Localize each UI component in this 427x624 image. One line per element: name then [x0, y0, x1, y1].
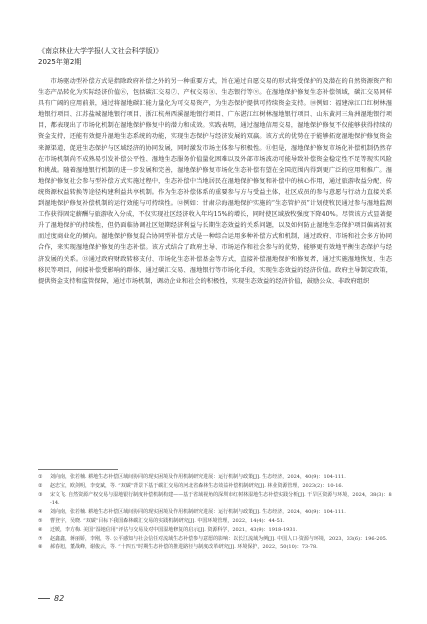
- footnote: [38, 508, 392, 517]
- footnote: [38, 543, 392, 552]
- page-number: [38, 594, 64, 603]
- footnote-mark: ⑧: [38, 544, 43, 551]
- footnote-mark: ②: [38, 482, 43, 489]
- footnote-mark: ④: [38, 509, 43, 516]
- footnote-text: 宋文飞. 自然资源产权交易与湿地银行制度补偿机制构建——基于省域视角的深圳市红树林湿地生态补偿实践分析[J]. 干旱区资源与环境，2024，38(3)：8-14.: [50, 491, 392, 507]
- footnote-text: 赵鑫鑫，蒋丽娇，李刚，等. 公平感知与社会信任对流域生态补偿参与意愿的影响：以长江流域为例[J]. 中国人口·资源与环境，2023，33(6)：196-205.: [50, 535, 388, 542]
- page-number-value: 82: [54, 594, 65, 603]
- footnote-text: 郝春旭，董战峰，谢俊云，等. “十四五”时期生态补偿的推进路径与制度改革研究[J]. 环境保护，2022，50(10)：73-78.: [50, 544, 318, 551]
- footnote: [38, 535, 392, 544]
- journal-title: 《南京林业大学学报(人文社会科学版)》: [38, 47, 163, 55]
- footnote-text: 曹登宇，吴晓. “双碳”目标下我国森林碳汇交易的实践机制研究[J]. 中国环境管理，2022，14(4)：44-51.: [50, 517, 285, 524]
- footnote-text: 刘向南，张若楠. 耕地生态补偿区域间协同的现实困境及作用机制研究进展：运行机制与政策[J]. 生态经济，2024，40(9)：104-111.: [50, 509, 346, 516]
- footnote-mark: ③: [38, 491, 43, 498]
- footnote-mark: ⑤: [38, 517, 43, 524]
- journal-issue: 2025年第2期: [38, 58, 82, 66]
- footnote: [38, 491, 392, 509]
- footnote-text: 迁媛，李方梅. 美国“湿地信用”评估与交易及对中国湿地修复的启示[J]. 资源科学，2021，43(9)：1918-1931.: [50, 526, 298, 533]
- footnote: [38, 482, 392, 491]
- footnote-mark: ⑥: [38, 526, 43, 533]
- page-number-dash: [38, 598, 50, 599]
- footnotes: [38, 473, 392, 552]
- body-paragraph: 市场驱动型补偿方式是指除政府补偿之外的另一种重要方式，旨在通过自愿交易的形式将受保护的及潜在的自然资源资产和生态产品转化为实际经济价值⑥，包括碳汇交易⑦、产权交易⑧、生态银行等⑨。在湿地保护修复生态补偿领域，碳汇交易同样具有广阔的应用前景，通过将湿地碳汇能力量化为可交易资产，为生态保护提供可持续资金支持。⑩例如：福建漳江口红树林湿地银行项目、江苏盐城湿地银行项目、浙江杭州西溪湿地银行项目、广东湛江红树林湿地银行项目、山东黄河三角洲湿地银行项目，都表现出了市场化机制在湿地保护修复中的潜力和成效。实践表明，通过湿地信用交易，湿地保护修复不仅能够获得持续的资金支持，还能有效提升湿地生态系统的功能，实现生态保护与经济发展的双赢。该方式的优势在于能够拓宽湿地保护修复资金来源渠道，促进生态保护与区域经济的协同发展，同时激发市场主体参与积极性。⑪但是，湿地保护修复市场化补偿机制仍然存在市场机制尚不成熟易引发补偿公平性、湿地生态服务价值量化困难以及外部市场波动可能导致补偿资金稳定性不足等现实风险和挑战。随着湿地银行机制的进一步发展和完善，湿地保护修复市场化生态补偿有望在全国范围内得到更广泛的应用和推广。湿地保护修复社会参与型补偿方式实施过程中，生态补偿中当地居民在湿地保护修复和补偿中的核心作用，通过旅游收益分配、传统资源权益转换等途径构建利益共享机制。作为生态补偿体系的重要参与方与受益主体，社区成员的参与意愿与行动力直接关系到湿地保护修复补偿机制的运行效能与可持续性。⑫例如：甘肃尕海湿地保护实施的“生态管护员”计划使牧民通过参与湿地监测工作获得固定薪酬与旅游收入分成，不仅实现社区经济收入年均15%的增长，同时使区域放牧强度下降40%。尽管该方式显著提升了湿地保护的持续性，但仍面临协调社区短期经济利益与长期生态效益的关系问题，以及如何防止湿地生态保护项目偏离初衷而过度商业化的倾向。湿地保护修复混合协同型补偿方式是一种综合运用多种补偿方式和机制，通过政府、市场和社会多方协同合作，来实现湿地保护修复的生态补偿。该方式结合了政府主导、市场运作和社会参与的优势，能够更有效地平衡生态保护与经济发展的关系。⑬通过政府财政转移支付、市场化生态补偿基金等方式，直接补偿湿地保护和修复者，通过实施湿地恢复、生态移民等项目，间接补偿受影响的群体，通过碳汇交易、湿地银行等市场化手段，实现生态效益的经济价值。政府主导制定政策，提供资金支持和监管保障，通过市场机制，调动企业和社会的积极性，实现生态效益的经济价值，鼓励公众、非政府组织: [38, 78, 392, 285]
- footnote-divider: [38, 469, 118, 470]
- footnote: [38, 517, 392, 526]
- journal-header: [38, 46, 162, 68]
- footnote: [38, 473, 392, 482]
- footnote-text: 刘向南，张若楠. 耕地生态补偿区域间协同的现实困境及作用机制研究进展：运行机制与政策[J]. 生态经济，2024，40(9)：104-111.: [50, 474, 346, 480]
- footnote: [38, 526, 392, 535]
- footnote-mark: ①: [38, 474, 43, 480]
- footnote-mark: ⑦: [38, 535, 43, 542]
- body-text: [38, 76, 392, 287]
- footnote-text: 赵忠宝，欧剑明，李变斌，等. “双碳”背景下基于碳汇交易的河北省森林生态效益补偿机制研究[J]. 林业资源管理，2023(2)：10-16.: [50, 482, 344, 489]
